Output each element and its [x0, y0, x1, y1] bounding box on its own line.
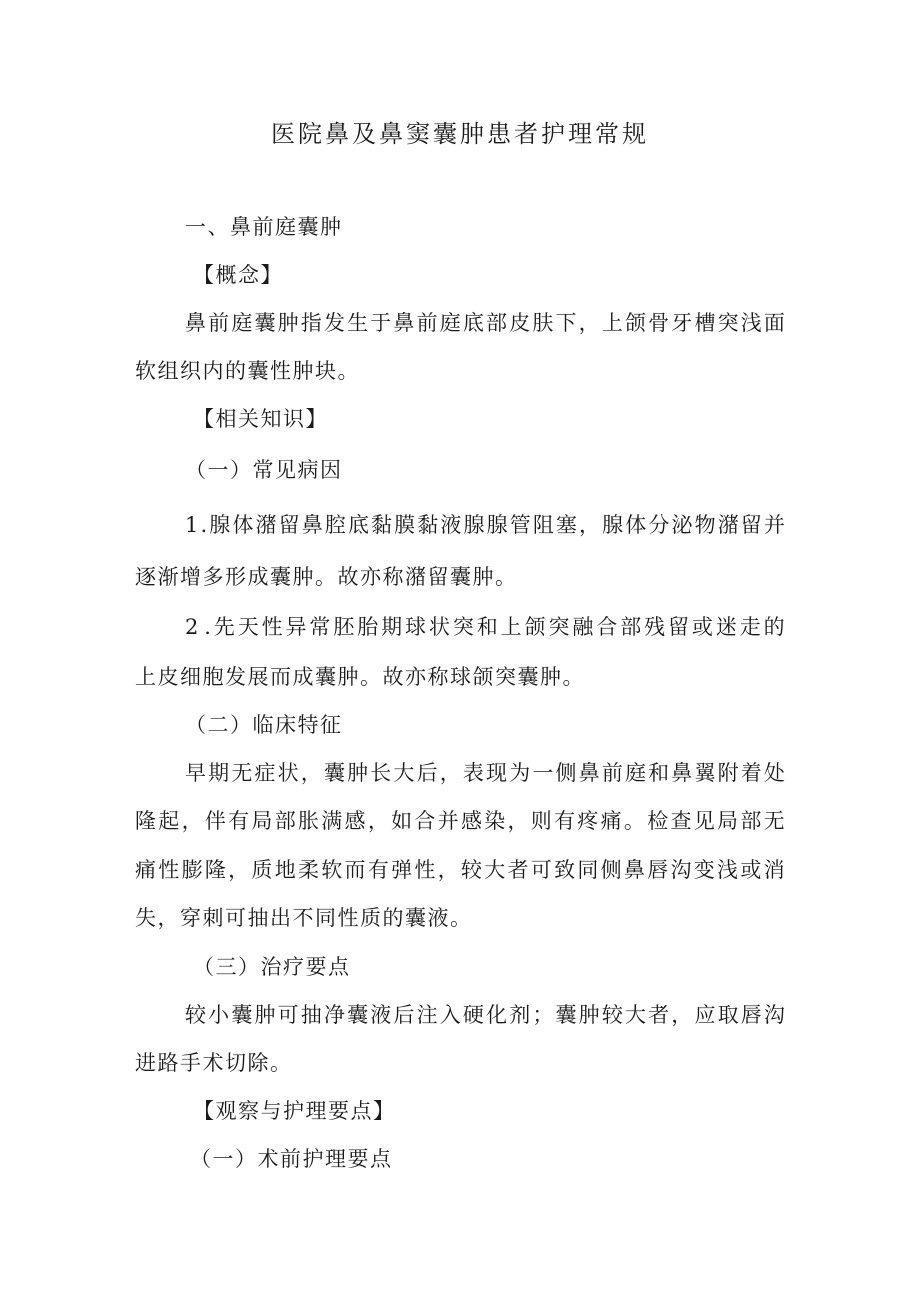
document-title: 医院鼻及鼻窦囊肿患者护理常规	[271, 120, 649, 148]
concept-label: 【概念】	[193, 263, 283, 287]
preop-heading: （一）术前护理要点	[190, 1147, 393, 1171]
cause-2-line: 2 . 先 天 性 异 常 胚 胎 期 球 状 突 和 上 颌 突 融 合 部 残 留 或 迷 走 的	[185, 615, 785, 639]
clinical-paragraph-line: 早 期 无 症 状 ， 囊 肿 长 大 后 ， 表 现 为 一 侧 鼻 前 庭 和 鼻 翼 附 着 处	[185, 761, 785, 785]
treatment-paragraph-line: 进路手术切除。	[135, 1051, 293, 1075]
clinical-paragraph-line: 痛 性 膨 隆 ， 质 地 柔 软 而 有 弹 性 ， 较 大 者 可 致 同 侧 鼻 唇 沟 变 浅 或 消	[135, 858, 785, 882]
treatment-heading: （三）治疗要点	[193, 955, 351, 979]
knowledge-label: 【相关知识】	[193, 407, 328, 431]
clinical-heading: （二）临床特征	[185, 713, 343, 737]
clinical-paragraph-line: 隆 起 ， 伴 有 局 部 胀 满 感 ， 如 合 并 感 染 ， 则 有 疼 痛 。 检 查 见 局 部 无	[135, 809, 785, 833]
cause-1-line: 逐渐增多形成囊肿。故亦称潴留囊肿。	[135, 565, 518, 589]
nursing-label: 【观察与护理要点】	[193, 1099, 396, 1123]
treatment-paragraph-line: 较 小 囊 肿 可 抽 净 囊 液 后 注 入 硬 化 剂 ； 囊 肿 较 大 者 ， 应 取 唇 沟	[185, 1003, 785, 1027]
cause-1-line: 1 . 腺 体 潴 留 鼻 腔 底 黏 膜 黏 液 腺 腺 管 阻 塞 ， 腺 体 分 泌 物 潴 留 并	[185, 513, 785, 537]
section-heading: 一、鼻前庭囊肿	[185, 215, 343, 239]
cause-2-line: 上皮细胞发展而成囊肿。故亦称球颌突囊肿。	[135, 665, 585, 689]
clinical-paragraph-line: 失，穿刺可抽出不同性质的囊液。	[135, 906, 473, 930]
cause-heading: （一）常见病因	[185, 458, 343, 482]
concept-paragraph-line: 鼻 前 庭 囊 肿 指 发 生 于 鼻 前 庭 底 部 皮 肤 下 ， 上 颌 骨 牙 槽 突 浅 面	[185, 311, 785, 335]
concept-paragraph-line: 软组织内的囊性肿块。	[135, 359, 360, 383]
